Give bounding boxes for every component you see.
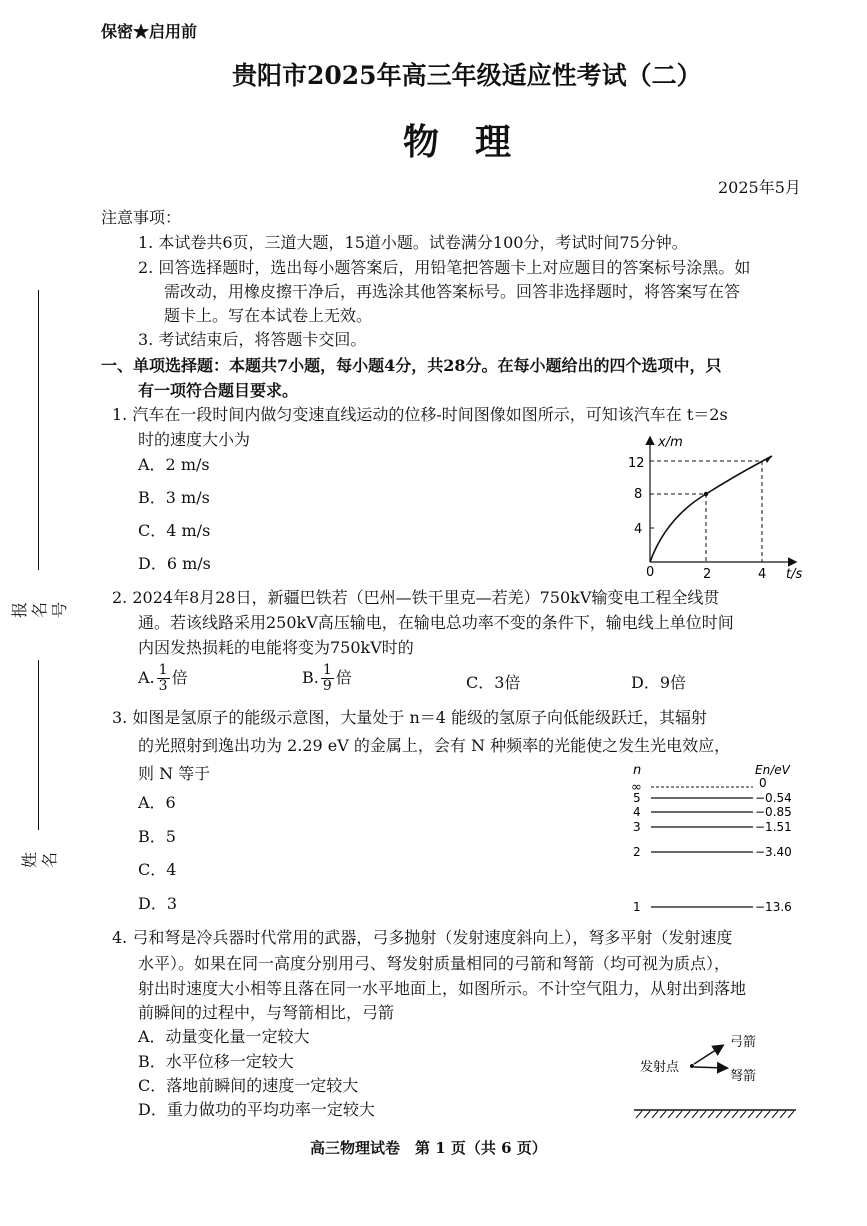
exam-title: 贵阳市2025年高三年级适应性考试（二） — [232, 61, 702, 90]
question-4-stem: 水平）。如果在同一高度分别用弓、弩发射质量相同的弓箭和弩箭（均可视为质点）， — [138, 954, 731, 973]
svg-text:−0.54: −0.54 — [755, 791, 792, 805]
origin-label: 0 — [646, 565, 655, 580]
svg-text:0: 0 — [759, 776, 767, 790]
y-axis-label: x/m — [658, 435, 683, 450]
option-d: D．重力做功的平均功率一定较大 — [138, 1100, 375, 1119]
question-3-stem: 则 N 等于 — [138, 764, 211, 783]
option-d: D．9倍 — [631, 673, 687, 692]
svg-text:2: 2 — [633, 845, 641, 859]
name-label: 姓名 — [20, 852, 59, 869]
energy-level-diagram — [625, 760, 800, 920]
option-a: A．动量变化量一定较大 — [138, 1027, 310, 1046]
level-2 — [633, 845, 792, 859]
option-b: B．水平位移一定较大 — [138, 1052, 294, 1071]
question-2-stem: 2. 2024年8月28日，新疆巴铁若（巴州—铁干里克—若羌）750kV输变电工程全线贯 — [112, 588, 720, 607]
level-1 — [633, 900, 792, 914]
option-c: C．落地前瞬间的速度一定较大 — [138, 1076, 359, 1095]
x-tick-label: 2 — [703, 567, 712, 582]
option-b: B．5 — [138, 827, 176, 846]
secrecy-mark: 保密★启用前 — [101, 22, 198, 41]
svg-text:∞: ∞ — [631, 780, 642, 795]
svg-text:−0.85: −0.85 — [755, 805, 792, 819]
subject-title: 物 理 — [403, 121, 512, 163]
level-4 — [633, 805, 792, 819]
svg-text:−13.6: −13.6 — [755, 900, 792, 914]
notice-heading: 注意事项： — [101, 208, 182, 227]
option-a: A. $\frac{1}{3}$ 倍 — [138, 662, 188, 694]
x-axis-label: t/s — [786, 567, 803, 582]
level-5 — [633, 791, 792, 805]
option-d: D．3 — [138, 894, 178, 913]
x-tick-label: 4 — [758, 567, 767, 582]
bow-arrow-label: 弓箭 — [730, 1035, 757, 1050]
notice-item: 2. 回答选择题时，选出每小题答案后，用铅笔把答题卡上对应题目的答案标号涂黑。如 — [138, 258, 751, 277]
question-4-stem: 4. 弓和弩是冷兵器时代常用的武器，弓多抛射（发射速度斜向上），弩多平射（发射速度 — [112, 928, 733, 947]
option-a: A．2 m/s — [138, 455, 210, 474]
crossbow-arrow-label: 弩箭 — [730, 1069, 757, 1084]
y-tick-label: 4 — [634, 522, 643, 537]
svg-text:3: 3 — [633, 820, 641, 834]
question-3-stem: 3. 如图是氢原子的能级示意图，大量处于 n＝4 能级的氢原子向低能级跃迁，其辐射 — [112, 708, 708, 727]
side-line — [38, 660, 39, 830]
notice-item: 1. 本试卷共6页，三道大题，15道小题。试卷满分100分，考试时间75分钟。 — [138, 233, 688, 252]
notice-item: 题卡上。写在本试卷上无效。 — [164, 306, 373, 325]
section-heading: 一、单项选择题：本题共7小题，每小题4分，共28分。在每小题给出的四个选项中，只 — [101, 356, 722, 375]
question-1-stem: 时的速度大小为 — [138, 430, 251, 449]
svg-text:1: 1 — [633, 900, 641, 914]
question-4-stem: 前瞬间的过程中，与弩箭相比，弓箭 — [138, 1003, 395, 1022]
exam-date: 2025年5月 — [718, 178, 801, 197]
n-label: n — [633, 763, 642, 778]
svg-text:−3.40: −3.40 — [755, 845, 792, 859]
y-tick-label: 12 — [628, 456, 645, 471]
bow-crossbow-figure — [630, 1028, 805, 1120]
option-c: C．4 m/s — [138, 521, 211, 540]
x-t-curve — [650, 456, 772, 562]
notice-item: 3. 考试结束后，将答题卡交回。 — [138, 330, 367, 349]
option-a: A．6 — [138, 793, 176, 812]
crossbow-arrow — [694, 1067, 726, 1068]
svg-text:−1.51: −1.51 — [755, 820, 792, 834]
side-line — [38, 290, 39, 570]
option-d: D．6 m/s — [138, 554, 211, 573]
question-4-stem: 射出时速度大小相等且落在同一水平地面上，如图所示。不计空气阻力，从射出到落地 — [138, 979, 747, 998]
svg-text:5: 5 — [633, 791, 641, 805]
registration-number-label: 报名号 — [10, 602, 69, 619]
page-footer: 高三物理试卷 第 1 页（共 6 页） — [310, 1139, 547, 1157]
notice-item: 需改动，用橡皮擦干净后，再选涂其他答案标号。回答非选择题时，将答案写在答 — [164, 282, 741, 301]
question-2-stem: 通。若该线路采用250kV高压输电，在输电总功率不变的条件下，输电线上单位时间 — [138, 613, 734, 632]
option-c: C．3倍 — [466, 673, 521, 692]
svg-text:4: 4 — [633, 805, 641, 819]
question-3-stem: 的光照射到逸出功为 2.29 eV 的金属上，会有 N 种频率的光能使之发生光电效应， — [138, 736, 731, 755]
energy-label: En/eV — [755, 763, 790, 777]
level-inf — [631, 776, 767, 795]
level-3 — [633, 820, 792, 834]
option-b: B．3 m/s — [138, 488, 210, 507]
bow-arrow — [694, 1046, 722, 1064]
launch-point-label: 发射点 — [640, 1060, 680, 1075]
launch-point — [690, 1064, 694, 1068]
question-2-stem: 内因发热损耗的电能将变为750kV时的 — [138, 638, 414, 657]
option-b: B. $\frac{1}{9}$ 倍 — [302, 662, 352, 694]
question-1-stem: 1. 汽车在一段时间内做匀变速直线运动的位移-时间图像如图所示，可知该汽车在 t＝2s — [112, 405, 728, 424]
section-heading-cont: 有一项符合题目要求。 — [138, 381, 299, 400]
displacement-time-graph — [620, 430, 820, 582]
y-tick-label: 8 — [634, 487, 643, 502]
option-c: C．4 — [138, 860, 177, 879]
